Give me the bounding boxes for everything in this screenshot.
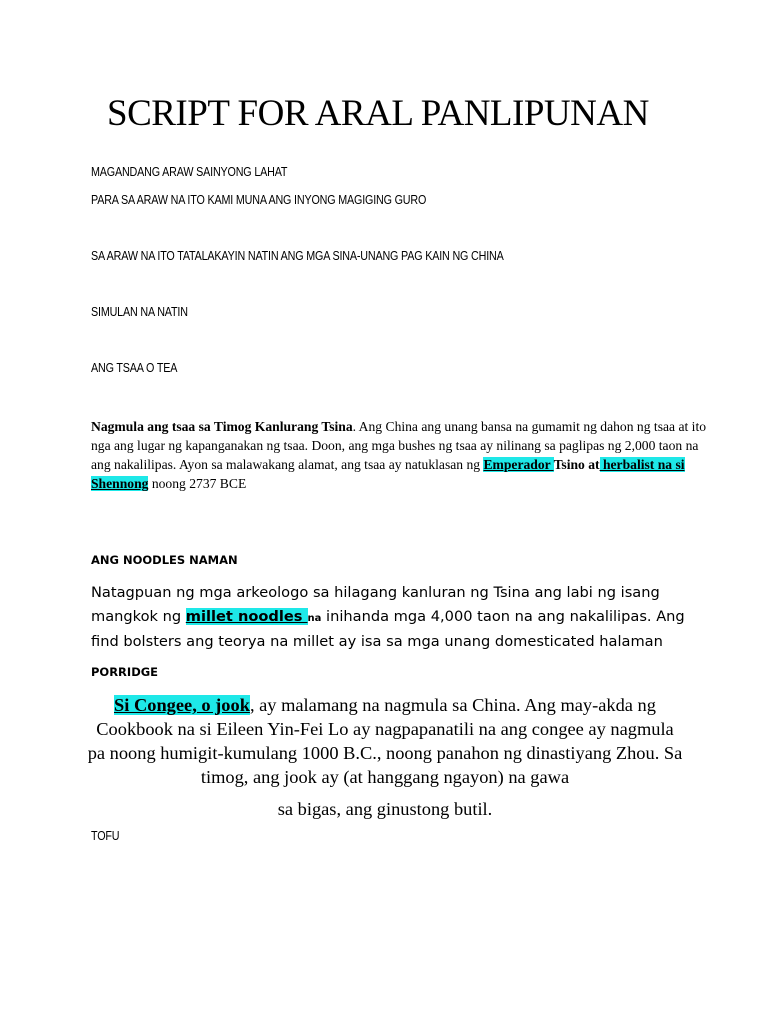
emperador-highlight: Emperador (483, 457, 554, 472)
noodles-paragraph (91, 581, 711, 654)
tea-text-1: . Ang China ang unang bansa na gumamit ng dahon ng tsaa at ito nga ang lugar ng kapanganakan ng tsaa. Doon, ang mga bushes ng tsaa ay nilinang sa paglipas ng 2,000 taon na ang nakalilipas. Ayon sa malawakang alamat, ang tsaa ay natuklasan ng (91, 419, 707, 472)
noodles-text-1: Natagpuan ng mga arkeologo sa hilagang kanluran ng Tsina ang labi ng isang mangkok ng (91, 584, 660, 625)
porridge-heading: PORRIDGE (91, 665, 159, 679)
tea-heading: ANG TSAA O TEA (91, 361, 178, 375)
tea-bold-lead: Nagmula ang tsaa sa Timog Kanlurang Tsina (91, 419, 353, 434)
millet-noodles-highlight: millet noodles (185, 607, 308, 625)
congee-highlight: Si Congee, o jook (114, 695, 250, 715)
tea-bold-mid: Tsino at (553, 457, 600, 472)
porridge-paragraph (86, 693, 684, 789)
topic-line: SA ARAW NA ITO TATALAKAYIN NATIN ANG MGA SINA-UNANG PAG KAIN NG CHINA (91, 249, 504, 263)
porridge-last-line: sa bigas, ang ginustong butil. (277, 799, 493, 819)
noodles-small-na: na (307, 612, 322, 624)
tofu-heading: TOFU (91, 829, 120, 843)
greeting-line: MAGANDANG ARAW SAINYONG LAHAT (91, 165, 288, 179)
intro-line: PARA SA ARAW NA ITO KAMI MUNA ANG INYONG MAGIGING GURO (91, 193, 427, 207)
start-line: SIMULAN NA NATIN (91, 305, 188, 319)
tea-paragraph (91, 417, 711, 493)
document-title: SCRIPT FOR ARAL PANLIPUNAN (107, 93, 649, 134)
tea-text-2: noong 2737 BCE (148, 476, 247, 491)
noodles-heading: ANG NOODLES NAMAN (91, 553, 238, 567)
shennong-highlight: herbalist na si Shennong (91, 457, 685, 491)
noodles-text-2: inihanda mga 4,000 taon na ang nakalilipas. Ang find bolsters ang teorya na millet ay isa sa mga unang domesticated halaman (91, 607, 685, 650)
porridge-text: , ay malamang na nagmula sa China. Ang may-akda ng Cookbook na si Eileen Yin-Fei Lo ay nagpapanatili na ang congee ay nagmula pa noong humigit-kumulang 1000 B.C., noong panahon ng dinastiyang Zhou. Sa timog, ang jook ay (at hanggang ngayon) na gawa (87, 695, 683, 787)
